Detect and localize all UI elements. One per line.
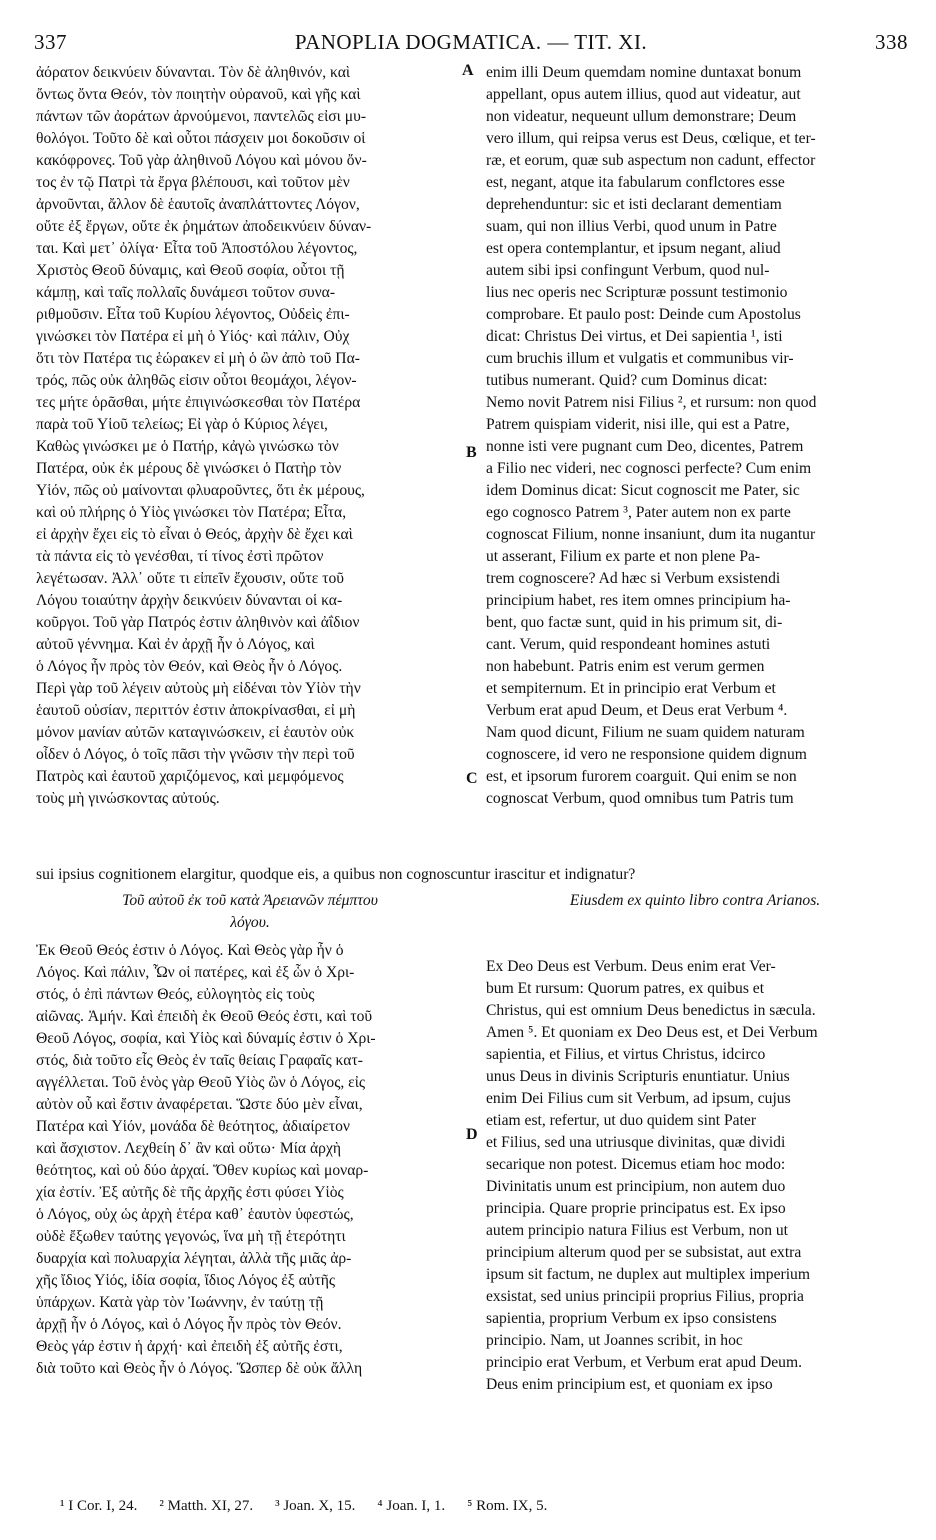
greek-subheading-line: λόγου.: [230, 914, 270, 931]
text-line: οἶδεν ὁ Λόγος, ὁ τοῖς πᾶσι τὴν γνῶσιν τὴν περὶ τοῦ: [36, 746, 355, 763]
text-line: αἰῶνας. Ἀμήν. Καὶ ἐπειδὴ ἐκ Θεοῦ Θεός ἐστι, καὶ τοῦ: [36, 1008, 373, 1025]
text-line: bent, quo factæ sunt, quid in his primum sit, di-: [486, 614, 783, 631]
text-line: αὐτὸν οὗ καὶ ἔστιν ἀναφέρεται. Ὥστε δύο μὲν εἶναι,: [36, 1096, 363, 1113]
text-line: ριθμοῦσιν. Εἶτα τοῦ Κυρίου λέγοντος, Οὐδεὶς ἐπι-: [36, 306, 350, 323]
text-line: δυαρχία καὶ πολυαρχία λέγηται, ἀλλὰ τῆς μιᾶς ἀρ-: [36, 1250, 352, 1267]
text-line: non videatur, nequeunt ullum demonstrare; Deum: [486, 108, 797, 125]
footnote: ¹ I Cor. I, 24.: [60, 1498, 138, 1514]
text-line: Ex Deo Deus est Verbum. Deus enim erat Ver-: [486, 958, 776, 975]
text-line: στός, διὰ τοῦτο εἷς Θεὸς ἐν ταῖς θείαις Γραφαῖς κατ-: [36, 1052, 363, 1069]
text-line: Πατρὸς καὶ ἑαυτοῦ χαριζόμενος, καὶ μεμφόμενος: [36, 768, 344, 785]
text-line: Καθὼς γινώσκει με ὁ Πατήρ, κἀγὼ γινώσκω τὸν: [36, 438, 339, 455]
spanning-line: sui ipsius cognitionem elargitur, quodque eis, a quibus non cognoscuntur irascitur et indignatur?: [36, 866, 636, 883]
latin-column-bottom: [486, 956, 904, 1396]
text-line: Nemo novit Patrem nisi Filius ², et rursum: non quod: [486, 394, 817, 411]
text-line: τες μήτε ὁρᾶσθαι, μήτε ἐπιγινώσκεσθαι τὸν Πατέρα: [36, 394, 361, 411]
text-line: ut asserant, Filium ex parte et non plene Pa-: [486, 548, 761, 565]
text-line: ὁ Λόγος ἦν πρὸς τὸν Θεόν, καὶ Θεὸς ἦν ὁ Λόγος.: [36, 658, 343, 675]
text-line: αγγέλλεται. Τοῦ ἑνὸς γὰρ Θεοῦ Υἱὸς ὢν ὁ Λόγος, εἰς: [36, 1074, 366, 1091]
text-line: et sempiternum. Et in principio erat Verbum et: [486, 680, 776, 697]
text-line: secarique non potest. Dicemus etiam hoc modo:: [486, 1156, 786, 1173]
margin-marker-c: C: [466, 770, 478, 787]
text-line: vero illum, qui reipsa verus est Deus, cœlique, et ter-: [486, 130, 816, 147]
text-line: Πατέρα, οὐκ ἐκ μέρους δὲ γινώσκει ὁ Πατὴρ τὸν: [36, 460, 342, 477]
text-line: autem principio natura Filius est Verbum, non ut: [486, 1222, 789, 1239]
text-line: enim illi Deum quemdam nomine duntaxat bonum: [486, 64, 802, 81]
text-line: τοὺς μὴ γινώσκοντας αὐτούς.: [36, 790, 220, 807]
greek-subheading: [36, 890, 464, 934]
text-line: et Filius, sed una utriusque divinitas, quæ dividi: [486, 1134, 786, 1151]
text-line: κάμπῃ, καὶ ταῖς πολλαῖς δυνάμεσι τοῦτον συνα-: [36, 284, 336, 301]
text-line: χῆς ἴδιος Υἱός, ἰδία σοφία, ἴδιος Λόγος ἐξ αὐτῆς: [36, 1272, 336, 1289]
text-line: Christus, qui est omnium Deus benedictus in sæcula.: [486, 1002, 816, 1019]
text-line: cognoscat Verbum, quod omnibus tum Patris tum: [486, 790, 794, 807]
text-line: ἀόρατον δεικνύειν δύνανται. Τὸν δὲ ἀληθινόν, καὶ: [36, 64, 351, 81]
text-line: est, negant, atque ita fabularum conflctores esse: [486, 174, 785, 191]
text-line: ἑαυτοῦ οὐσίαν, περιττόν ἐστιν ἀποκρίνασθαι, εἰ μὴ: [36, 702, 356, 719]
text-line: Λόγου τοιαύτην ἀρχὴν δεικνύειν δύνανται οἱ κα-: [36, 592, 343, 609]
footnotes: [60, 1498, 569, 1515]
text-line: cognoscere, id vero ne responsione quidem dignum: [486, 746, 807, 763]
text-line: Verbum erat apud Deum, et Deus erat Verbum ⁴.: [486, 702, 788, 719]
footnote: ⁴ Joan. I, 1.: [377, 1498, 446, 1514]
text-line: Θεοῦ Λόγος, σοφία, καὶ Υἱὸς καὶ δύναμίς ἐστιν ὁ Χρι-: [36, 1030, 376, 1047]
greek-column-top: [36, 62, 464, 810]
text-line: lius nec operis nec Scripturæ possunt testimonio: [486, 284, 788, 301]
text-line: Θεὸς γάρ ἐστιν ἡ ἀρχή· καὶ ἐπειδὴ ἐξ αὐτῆς ἐστι,: [36, 1338, 343, 1355]
text-line: principium habet, res item omnes principium ha-: [486, 592, 791, 609]
latin-subheading: Eiusdem ex quinto libro contra Arianos.: [569, 892, 821, 909]
text-line: a Filio nec videri, nec cognosci perfecte? Cum enim: [486, 460, 812, 477]
text-line: τος ἐν τῷ Πατρὶ τὰ ἔργα βλέπουσι, καὶ τοῦτον μὲν: [36, 174, 350, 191]
text-line: Περὶ γὰρ τοῦ λέγειν αὐτοὺς μὴ εἰδέναι τὸν Υἱὸν τὴν: [36, 680, 361, 697]
text-line: cum bruchis illum et vulgatis et communibus vir-: [486, 350, 794, 367]
text-line: Χριστὸς Θεοῦ δύναμις, καὶ Θεοῦ σοφία, οὗτοι τῇ: [36, 262, 345, 279]
text-line: est, et ipsorum furorem coarguit. Qui enim se non: [486, 768, 797, 785]
text-line: Υἱόν, πῶς οὐ μαίνονται φλυαροῦντες, ὅτι ἐκ μέρους,: [36, 482, 365, 499]
text-line: bum Et rursum: Quorum patres, ex quibus et: [486, 980, 765, 997]
text-line: principio erat Verbum, et Verbum erat apud Deum.: [486, 1354, 802, 1371]
text-line: παρὰ τοῦ Υἱοῦ τελείως; Εἰ γὰρ ὁ Κύριος λέγει,: [36, 416, 328, 433]
text-line: trem cognoscere? Ad hæc si Verbum exsistendi: [486, 570, 781, 587]
text-line: Amen ⁵. Et quoniam ex Deo Deus est, et Dei Verbum: [486, 1024, 818, 1041]
text-line: ὑπάρχων. Κατὰ γὰρ τὸν Ἰωάννην, ἐν ταύτῃ τῇ: [36, 1294, 324, 1311]
text-line: ὅτι τὸν Πατέρα τις ἑώρακεν εἰ μὴ ὁ ὢν ἀπὸ τοῦ Πα-: [36, 350, 360, 367]
text-line: καὶ ἄσχιστον. Λεχθείη δ᾽ ἂν καὶ οὕτω· Μία ἀρχὴ: [36, 1140, 342, 1157]
text-line: κοῦργοι. Τοῦ γὰρ Πατρός ἐστιν ἀληθινὸν καὶ ἀΐδιον: [36, 614, 360, 631]
text-line: suam, qui non illius Verbi, quod unum in Patre: [486, 218, 777, 235]
text-line: Divinitatis unum est principium, non autem duo: [486, 1178, 786, 1195]
text-line: θεότητος, καὶ οὐ δύο ἀρχαί. Ὅθεν κυρίως καὶ μοναρ-: [36, 1162, 369, 1179]
text-line: ἀρχῇ ἦν ὁ Λόγος, καὶ ὁ Λόγος ἦν πρὸς τὸν Θεόν.: [36, 1316, 342, 1333]
text-line: dicat: Christus Dei virtus, et Dei sapientia ¹, isti: [486, 328, 783, 345]
text-line: principium alterum quod per se subsistat, aut extra: [486, 1244, 802, 1261]
text-line: γινώσκει τὸν Πατέρα εἰ μὴ ὁ Υἱός· καὶ πάλιν, Οὐχ: [36, 328, 350, 345]
text-line: tutibus numerant. Quid? cum Dominus dicat:: [486, 372, 768, 389]
text-line: αὐτοῦ γέννημα. Καὶ ἐν ἀρχῇ ἦν ὁ Λόγος, καὶ: [36, 636, 315, 653]
text-line: sapientia, proprium Verbum ex ipso consistens: [486, 1310, 777, 1327]
text-line: θολόγοι. Τοῦτο δὲ καὶ οὗτοι πάσχειν μοι δοκοῦσιν οἱ: [36, 130, 366, 147]
text-line: exsistat, sed unius principii proprius Filius, propria: [486, 1288, 804, 1305]
text-line: στός, ὁ ἐπὶ πάντων Θεός, εὐλογητὸς εἰς τοὺς: [36, 986, 315, 1003]
text-line: idem Dominus dicat: Sicut cognoscit me Pater, sic: [486, 482, 800, 499]
text-line: ræ, et eorum, quæ sub aspectum non cadunt, effector: [486, 152, 816, 169]
footnote: ⁵ Rom. IX, 5.: [467, 1498, 548, 1514]
text-line: καὶ οὐ πλήρης ὁ Υἱὸς γινώσκει τὸν Πατέρα; Εἶτα,: [36, 504, 347, 521]
text-line: Λόγος. Καὶ πάλιν, Ὧν οἱ πατέρες, καὶ ἐξ ὧν ὁ Χρι-: [36, 964, 355, 981]
text-line: deprehenduntur: sic et isti declarant dementiam: [486, 196, 782, 213]
text-line: comprobare. Et paulo post: Deinde cum Apostolus: [486, 306, 801, 323]
text-line: διὰ τοῦτο καὶ Θεὸς ἦν ὁ Λόγος. Ὥσπερ δὲ οὐκ ἄλλη: [36, 1360, 363, 1377]
footnote: ² Matth. XI, 27.: [159, 1498, 254, 1514]
text-line: ὁ Λόγος, οὐχ ὡς ἀρχὴ ἑτέρα καθ᾽ ἑαυτὸν ὑφεστώς,: [36, 1206, 354, 1223]
text-line: nonne isti vere pugnant cum Deo, dicentes, Patrem: [486, 438, 804, 455]
text-line: χία ἐστίν. Ἐξ αὐτῆς δὲ τῆς ἀρχῆς ἐστι φύσει Υἱὸς: [36, 1184, 344, 1201]
text-line: ego cognosco Patrem ³, Pater autem non ex parte: [486, 504, 791, 521]
text-line: ται. Καὶ μετ᾽ ὀλίγα· Εἶτα τοῦ Ἀποστόλου λέγοντος,: [36, 240, 358, 257]
text-line: οὐδὲ ἔξωθεν ταύτης γεγονώς, ἵνα μὴ τῇ ἑτερότητι: [36, 1228, 346, 1245]
text-line: οὔτε ἐξ ἔργων, οὔτε ἐκ ῥημάτων ἀποδεικνύειν δύναν-: [36, 218, 372, 235]
page-number-right: 338: [875, 30, 908, 54]
text-line: λεγέτωσαν. Ἀλλ᾽ οὔτε τι εἰπεῖν ἔχουσιν, οὔτε τοῦ: [36, 570, 344, 587]
text-line: sapientia, et Filius, et virtus Christus, idcirco: [486, 1046, 766, 1063]
text-line: non habebunt. Patris enim est verum germen: [486, 658, 765, 675]
text-line: ἀρνοῦνται, ἄλλον δὲ ἑαυτοῖς ἀναπλάττοντες Λόγον,: [36, 196, 360, 213]
text-line: autem sibi ipsi confingunt Verbum, quod nul-: [486, 262, 770, 279]
text-line: est opera contemplantur, et ipsum negant, aliud: [486, 240, 781, 257]
text-line: Πατέρα καὶ Υἱόν, μονάδα δὲ θεότητος, ἀδιαίρετον: [36, 1118, 350, 1135]
text-line: τρός, πῶς οὐκ ἀληθῶς εἰσιν οὗτοι θεομάχοι, λέγον-: [36, 372, 357, 389]
text-line: etiam est, refertur, ut duo quidem sint Pater: [486, 1112, 757, 1129]
text-line: ipsum sit factum, ne duplex aut multiplex imperium: [486, 1266, 810, 1283]
text-line: εἰ ἀρχὴν ἔχει εἰς τὸ εἶναι ὁ Θεός, ἀρχὴν δὲ ἔχει καὶ: [36, 526, 353, 543]
text-line: πάντων τῶν ἀοράτων ἀρνούμενοι, παντελῶς εἰσι μυ-: [36, 108, 367, 125]
text-line: appellant, opus autem illius, quod aut videatur, aut: [486, 86, 801, 103]
page-header: [34, 30, 908, 56]
text-line: μόνον μανίαν αὐτῶν καταγινώσκειν, εἰ ἑαυτὸν οὐκ: [36, 724, 355, 741]
margin-marker-d: D: [466, 1126, 478, 1143]
text-line: ὄντως ὄντα Θεόν, τὸν ποιητὴν οὐρανοῦ, καὶ γῆς καὶ: [36, 86, 361, 103]
footnote: ³ Joan. X, 15.: [275, 1498, 356, 1514]
text-line: enim Dei Filius cum sit Verbum, ad ipsum, cujus: [486, 1090, 791, 1107]
text-line: κακόφρονες. Τοῦ γὰρ ἀληθινοῦ Λόγου καὶ μόνου ὄν-: [36, 152, 367, 169]
text-line: Deus enim principium est, et quoniam ex ipso: [486, 1376, 773, 1393]
greek-subheading-line: Τοῦ αὐτοῦ ἐκ τοῦ κατὰ Ἀρειανῶν πέμπτου: [122, 892, 378, 909]
running-title: PANOPLIA DOGMATICA. — TIT. XI.: [294, 30, 648, 54]
text-line: τὰ πάντα εἰς τὸ γενέσθαι, τί τίνος ἐστὶ πρῶτον: [36, 548, 324, 565]
latin-column-top: [486, 62, 904, 810]
margin-marker-a: A: [462, 62, 474, 79]
text-line: Ἐκ Θεοῦ Θεός ἐστιν ὁ Λόγος. Καὶ Θεὸς γὰρ ἦν ὁ: [36, 942, 344, 959]
text-line: unus Deus in divinis Scripturis enuntiatur. Unius: [486, 1068, 790, 1085]
margin-marker-b: B: [466, 444, 477, 461]
text-line: cant. Verum, quid respondeant homines astuti: [486, 636, 771, 653]
text-line: Nam quod dicunt, Filium ne suam quidem naturam: [486, 724, 805, 741]
text-line: principio. Nam, ut Joannes scribit, in hoc: [486, 1332, 743, 1349]
text-line: principia. Quare proprie principatus est. Ex ipso: [486, 1200, 786, 1217]
page-number-left: 337: [34, 30, 67, 54]
text-line: cognoscat Filium, nonne insaniunt, dum ita nugantur: [486, 526, 816, 543]
greek-column-bottom: [36, 940, 464, 1380]
text-line: Patrem quispiam viderit, nisi ille, qui est a Patre,: [486, 416, 790, 433]
